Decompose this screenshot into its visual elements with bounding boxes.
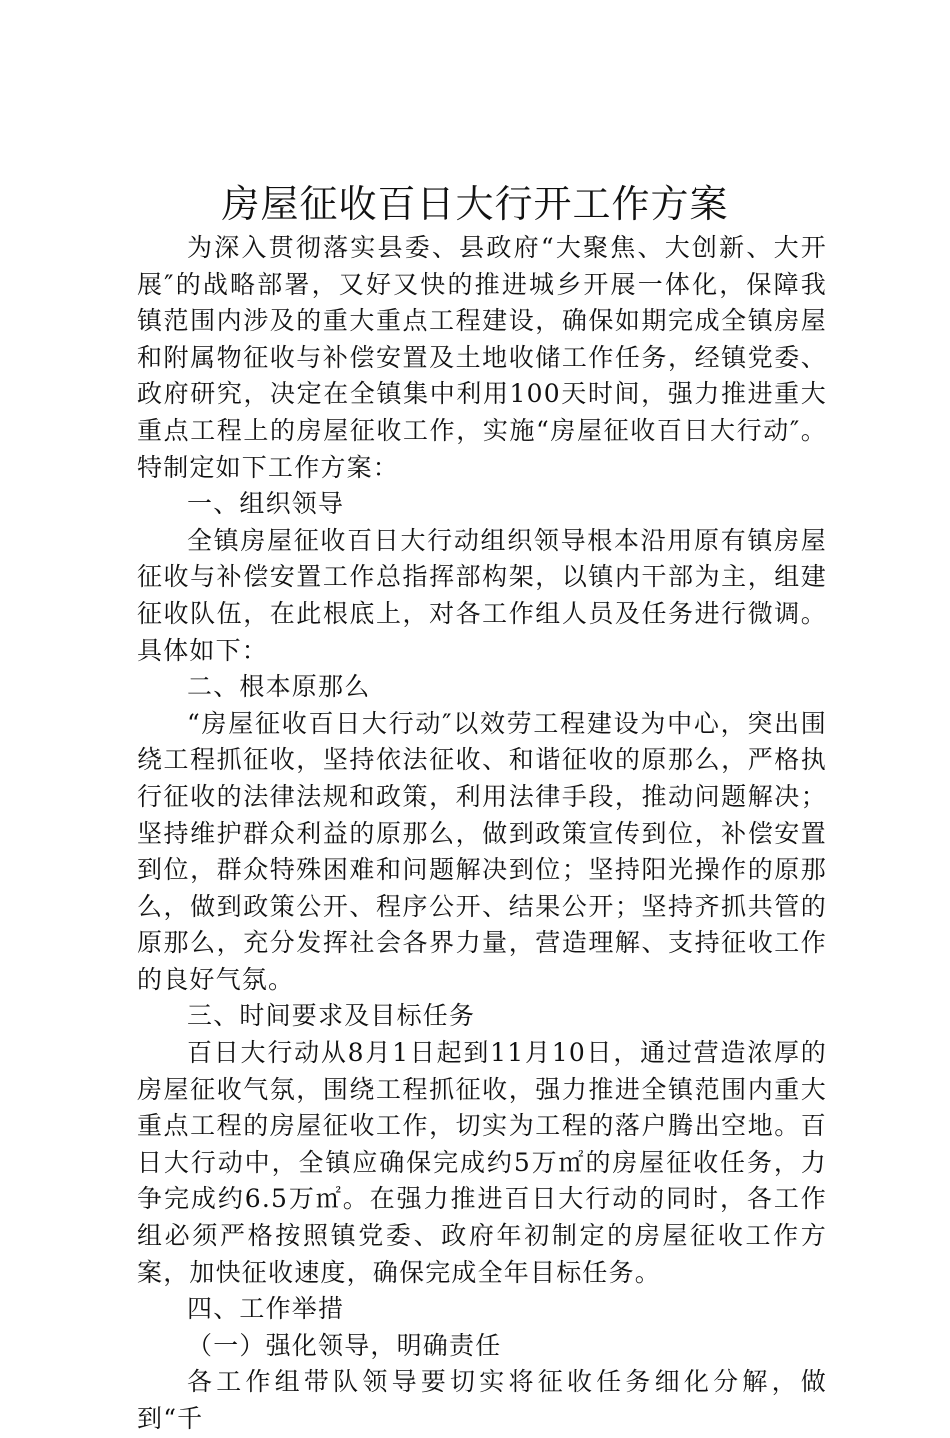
- intro-paragraph: 为深入贯彻落实县委、县政府“大聚焦、大创新、大开展″的战略部署，又好又快的推进城乡开展一体化，保障我镇范围内涉及的重大重点工程建设，确保如期完成全镇房屋和附属物征收与补偿安置及土地收储工作任务，经镇党委、政府研究，决定在全镇集中利用100天时间，强力推进重大重点工程上的房屋征收工作，实施“房屋征收百日大行动″。特制定如下工作方案：: [137, 233, 827, 482]
- section-heading-organization: 一、组织领导: [187, 489, 345, 519]
- section-heading-principles: 二、根本原那么: [187, 672, 371, 702]
- leadership-paragraph: 各工作组带队领导要切实将征收任务细化分解，做到“千: [137, 1367, 827, 1433]
- principles-paragraph: “房屋征收百日大行动″以效劳工程建设为中心，突出围绕工程抓征收，坚持依法征收、和谐征收的原那么，严格执行征收的法律法规和政策，利用法律手段，推动问题解决；坚持维护群众利益的原那么，做到政策宣传到位，补偿安置到位，群众特殊困难和问题解决到位；坚持阳光操作的原那么，做到政策公开、程序公开、结果公开；坚持齐抓共管的原那么，充分发挥社会各界力量，营造理解、支持征收工作的良好气氛。: [137, 708, 827, 994]
- section-heading-timeline: 三、时间要求及目标任务: [187, 1001, 476, 1031]
- timeline-paragraph: 百日大行动从8月1日起到11月10日，通过营造浓厚的房屋征收气氛，围绕工程抓征收，强力推进全镇范围内重大重点工程的房屋征收工作，切实为工程的落户腾出空地。百日大行动中，全镇应确保完成约5万㎡的房屋征收任务，力争完成约6.5万㎡。在强力推进百日大行动的同时，各工作组必须严格按照镇党委、政府年初制定的房屋征收工作方案，加快征收速度，确保完成全年目标任务。: [137, 1038, 827, 1287]
- organization-paragraph: 全镇房屋征收百日大行动组织领导根本沿用原有镇房屋征收与补偿安置工作总指挥部构架，以镇内干部为主，组建征收队伍，在此根底上，对各工作组人员及任务进行微调。具体如下：: [137, 525, 827, 665]
- section-heading-measures: 四、工作举措: [187, 1294, 345, 1324]
- document-body: [137, 230, 827, 1438]
- subsection-heading-leadership: （一）强化领导，明确责任: [187, 1330, 502, 1360]
- document-title: 房屋征收百日大行开工作方案: [221, 182, 729, 226]
